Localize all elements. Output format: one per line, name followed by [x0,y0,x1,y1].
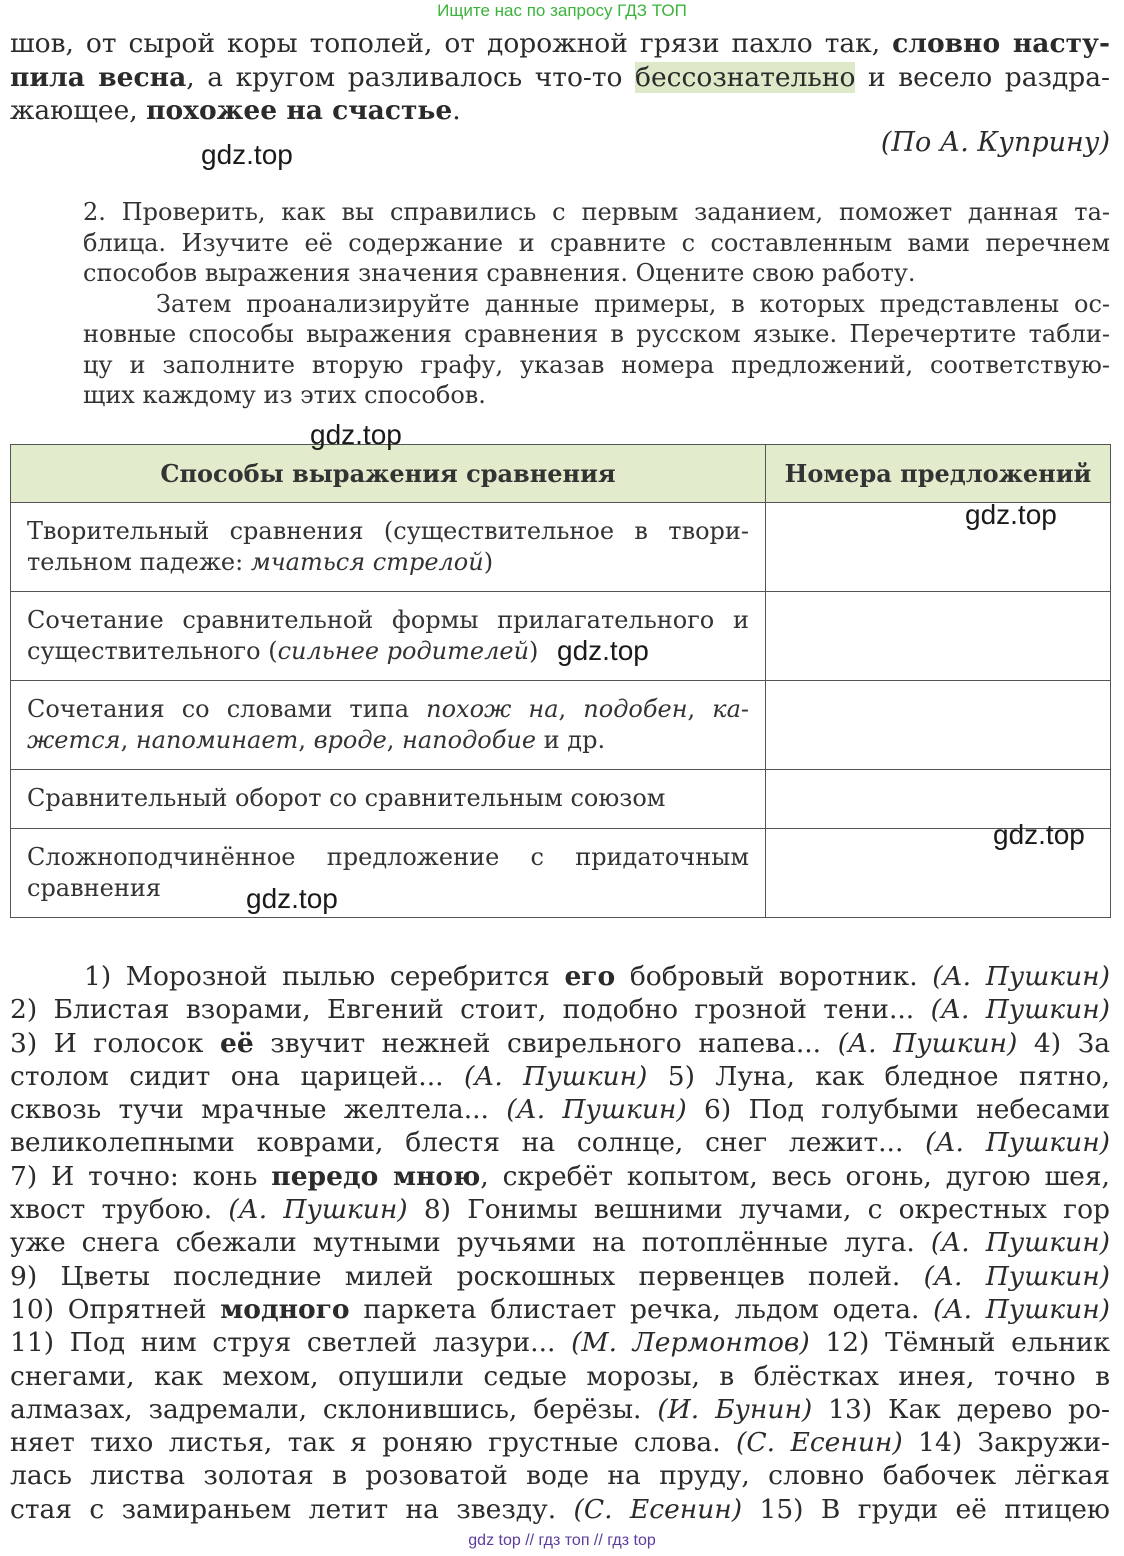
text-line: новные способы выражения сравнения в русском языке. Перечертите табли- [83,320,1110,348]
text-line: жающее, похожее на счастье. [10,95,461,126]
column-header-numbers: Номера предложений [766,445,1111,503]
text-line: 11) Под ним струя светлей лазури... (М. Лермонтов) 12) Тёмный ельник [10,1327,1110,1359]
table-row [11,681,1111,770]
numbers-cell[interactable] [766,681,1111,770]
watermark: gdz.top [557,635,649,666]
bottom-banner[interactable]: gdz top // гдз топ // гдз top [468,1532,656,1549]
watermark: gdz.top [310,419,402,450]
text-line: 9) Цветы последние милей роскошных первенцев полей. (А. Пушкин) [10,1260,1110,1292]
text-line: 1) Морозной пылью серебрится его бобровый воротник. (А. Пушкин) [84,961,1110,992]
text-line: шов, от сырой коры тополей, от дорожной грязи пахло так, словно насту- [10,28,1110,59]
table-row [11,503,1111,592]
text-line: цу и заполните вторую графу, указав номера предложений, соответствую- [83,350,1110,379]
method-cell: Сочетание сравнительной формы прилагательного и существительного (сильнее родителей) [11,592,766,681]
text-line: хвост трубою. (А. Пушкин) 8) Гонимы вешними лучами, с окрестных гор [10,1194,1110,1226]
numbers-cell[interactable] [766,503,1111,592]
top-banner[interactable]: Ищите нас по запросу ГДЗ ТОП [437,1,687,20]
method-cell: Сложноподчинённое предложение с придаточным сравнения [11,829,766,918]
text-line: щих каждому из этих способов. [83,381,486,409]
text-line: алмазах, задремали, склонившись, берёзы. (И. Бунин) 13) Как дерево ро- [10,1393,1111,1425]
method-cell: Сравнительный оборот со сравнительным союзом [11,770,766,829]
watermark: gdz.top [246,883,338,914]
table-row [11,770,1111,829]
kuprin-paragraph [10,27,1110,128]
text-line: стая с замираньем летит на звезду. (С. Есенин) 15) В груди её птицею [10,1493,1110,1525]
text-line: уже снега сбежали мутными ручьями на потоплённые луга. (А. Пушкин) [10,1227,1110,1259]
watermark: gdz.top [993,819,1085,850]
task-2 [83,197,1110,411]
example-sentences [10,960,1110,1526]
numbers-cell[interactable] [766,592,1111,681]
table-row [11,829,1111,918]
method-cell: Сочетания со словами типа похож на, подобен, ка- жется, напоминает, вроде, наподобие и др. [11,681,766,770]
text-line: способов выражения значения сравнения. Оцените свою работу. [83,259,916,287]
text-line: 2) Блистая взорами, Евгений стоит, подобно грозной тени... (А. Пушкин) [10,994,1110,1026]
text-line: столом сидит она царицей... (А. Пушкин) 5) Луна, как бледное пятно, [10,1060,1111,1092]
text-line: Затем проанализируйте данные примеры, в которых представлены ос- [156,289,1110,318]
watermark: gdz.top [201,139,293,170]
text-line: великолепными коврами, блестя на солнце, снег лежит... (А. Пушкин) [10,1127,1110,1159]
text-line: лась листва золотая в розоватой воде на пруду, словно бабочек лёгкая [10,1460,1110,1492]
text-line: 3) И голосок её звучит нежней свирельного напева... (А. Пушкин) 4) За [10,1027,1110,1059]
text-line: пила весна, а кругом разливалось что-то бессознательно и весело раздра- [10,61,1110,93]
watermark: gdz.top [965,499,1057,530]
text-line: снегами, как мехом, опушили седые морозы, в блёстках инея, точно в [10,1360,1110,1392]
method-cell: Творительный сравнения (существительное в твори- тельном падеже: мчаться стрелой) [11,503,766,592]
column-header-methods: Способы выражения сравнения [11,445,766,503]
highlighted-word: бессознательно [635,61,856,93]
text-line: няет тихо листья, так я роняю грустные слова. (С. Есенин) 14) Закружи- [10,1427,1110,1459]
text-line: 10) Опрятней модного паркета блистает речка, льдом одета. (А. Пушкин) [10,1293,1110,1325]
comparison-methods-table [10,444,1111,918]
text-line: 2. Проверить, как вы справились с первым заданием, поможет данная та- [83,198,1110,226]
text-line: 7) И точно: конь передо мною, скребёт копытом, весь огонь, дугою шея, [10,1160,1110,1192]
author-attribution: (По А. Куприну) [880,127,1110,158]
text-line: сквозь тучи мрачные желтела... (А. Пушкин) 6) Под голубыми небесами [10,1094,1111,1126]
text-line: блица. Изучите её содержание и сравните с составленным вами перечнем [83,228,1110,257]
